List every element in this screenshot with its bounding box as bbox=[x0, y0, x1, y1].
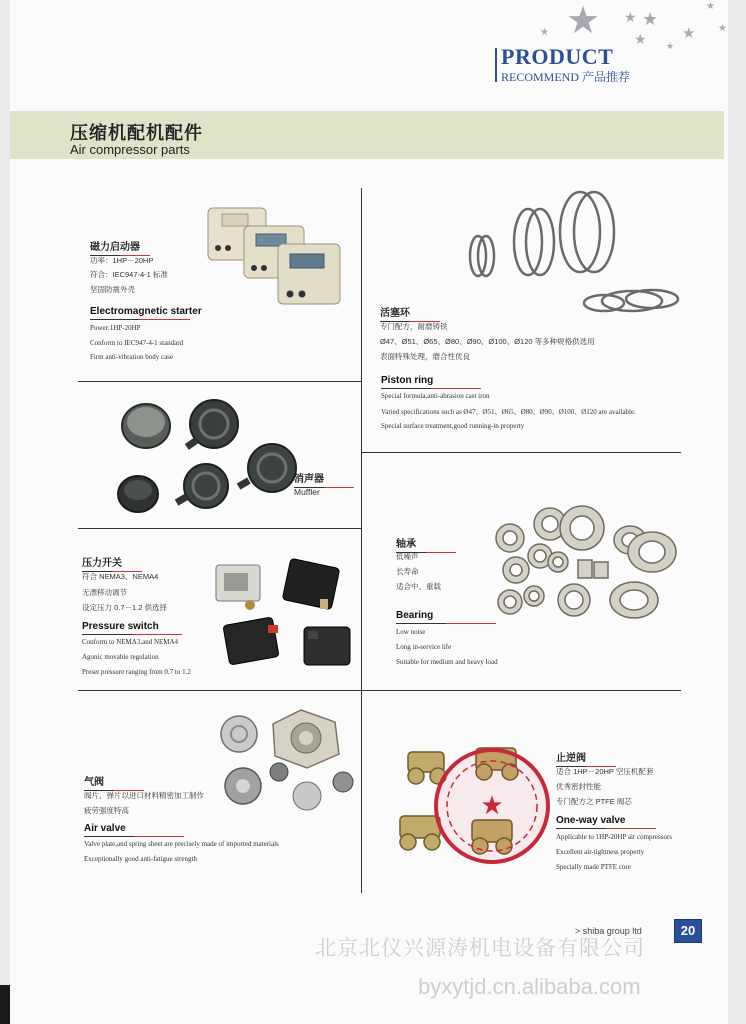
company-watermark: 北京北仪兴源涛机电设备有限公司 bbox=[315, 937, 645, 960]
oneway-valve-cn-line: 专门配方之 PTFE 阀芯 bbox=[556, 797, 632, 806]
pressure-switch-en-line: Conform to NEMA3,and NEMA4 bbox=[82, 638, 179, 646]
pressure-switch-part bbox=[304, 627, 350, 665]
piston-ring-title-en: Piston ring bbox=[381, 375, 481, 389]
banner-title-en: Air compressor parts bbox=[70, 142, 190, 157]
pressure-switch-title-en: Pressure switch bbox=[82, 621, 182, 635]
pressure-switch-en-line: Preset pressure ranging from 0.7 to 1.2 bbox=[82, 668, 191, 676]
bearing-en-line: Low noise bbox=[396, 628, 426, 636]
valve-plate bbox=[293, 782, 321, 810]
starter-title-en: Electromagnetic starter bbox=[90, 306, 202, 320]
muffler-title-cn: 消声器 bbox=[294, 470, 354, 488]
divider bbox=[78, 381, 361, 382]
bearing-title-cn: 轴承 bbox=[396, 535, 456, 553]
star-icon: ★ bbox=[642, 9, 659, 29]
oneway-valve-en-line: Applicable to 1HP-20HP air compressors bbox=[556, 833, 672, 841]
star-icon: ★ bbox=[706, 1, 715, 12]
section-banner bbox=[10, 111, 724, 159]
bearing-en-line: Long in-service life bbox=[396, 643, 452, 651]
valve-washer bbox=[270, 763, 288, 781]
pressure-switch-cn-line: 设定压力 0.7－1.2 供选择 bbox=[82, 603, 168, 612]
bearing-cn-line: 适合中、重载 bbox=[396, 582, 441, 591]
oneway-valve-part bbox=[408, 752, 446, 784]
product-heading: PRODUCT bbox=[501, 44, 614, 69]
starter-boxes-image bbox=[204, 200, 354, 310]
oneway-valve-en-line: Specially made PTFE core bbox=[556, 863, 631, 871]
piston-ring-en-line: Special surface treatment,good running-in property bbox=[381, 422, 525, 430]
page-number: 20 bbox=[674, 919, 702, 943]
star-icon: ★ bbox=[624, 9, 637, 25]
pressure-switches-image bbox=[210, 555, 360, 675]
air-valve-en-line: Exceptionally good anti-fatigue strength bbox=[84, 855, 197, 863]
piston-ring-en-line: Varied specifications such as Ø47、Ø51、Ø65、Ø80、Ø90、Ø100、Ø120 are available. bbox=[381, 408, 636, 416]
oneway-valve-part bbox=[400, 816, 440, 850]
divider bbox=[78, 528, 361, 529]
oneway-valve-en-line: Excellent air-tightness property bbox=[556, 848, 645, 856]
star-icon: ★ bbox=[682, 25, 696, 42]
muffler-part bbox=[237, 444, 296, 492]
starter-cn-line: 符合：IEC947-4-1 标准 bbox=[90, 270, 168, 279]
star-icon: ★ bbox=[566, 0, 601, 42]
oneway-valve-title-cn: 止逆阀 bbox=[556, 749, 616, 767]
muffler-part bbox=[122, 404, 170, 448]
pressure-switch-title-cn: 压力开关 bbox=[82, 554, 142, 572]
pressure-switch-en-line: Agonic movable regulation bbox=[82, 653, 159, 661]
oneway-valve-cn-line: 优秀密封性能 bbox=[556, 782, 601, 791]
starter-en-line: Conform to IEC947-4-1 standard bbox=[90, 339, 184, 347]
svg-text:★: ★ bbox=[480, 791, 504, 821]
banner-title-cn: 压缩机配机配件 bbox=[70, 123, 203, 143]
muffler-part bbox=[185, 400, 238, 450]
pressure-switch-part bbox=[282, 558, 340, 609]
muffler-part bbox=[118, 476, 158, 512]
air-valve-cn-line: 疲劳强度特高 bbox=[84, 806, 129, 815]
bearing-title-en: Bearing bbox=[396, 610, 496, 624]
catalog-page bbox=[10, 0, 728, 1024]
valve-plate bbox=[221, 716, 257, 752]
starter-title-cn: 磁力启动器 bbox=[90, 238, 150, 256]
piston-rings-image bbox=[462, 186, 682, 316]
pressure-switch-part bbox=[223, 617, 279, 665]
air-valve-cn-line: 阀片、弹片以进口材料精密加工制作 bbox=[84, 791, 204, 800]
bearing-cn-line: 长寿命 bbox=[396, 567, 419, 576]
valve-plate bbox=[225, 768, 261, 804]
page-footer-label: > shiba group ltd bbox=[575, 926, 642, 936]
piston-ring-cn-line: 表面特殊处理，磨合性优良 bbox=[380, 352, 470, 361]
piston-ring-cn-line: Ø47、Ø51、Ø65、Ø80、Ø90、Ø100、Ø120 等多种规格供选用 bbox=[380, 337, 595, 346]
oneway-valve-title-en: One-way valve bbox=[556, 815, 656, 829]
air-valve-parts-image bbox=[215, 710, 355, 810]
pressure-switch-part bbox=[216, 565, 260, 610]
muffler-part bbox=[175, 464, 228, 508]
air-valve-title-en: Air valve bbox=[84, 823, 184, 837]
pressure-switch-cn-line: 无漂移动调节 bbox=[82, 588, 127, 597]
oneway-valves-image bbox=[388, 744, 578, 884]
starter-box bbox=[278, 244, 340, 304]
divider bbox=[78, 690, 361, 691]
starter-en-line: Firm anti-vibration body case bbox=[90, 353, 174, 361]
divider bbox=[361, 690, 681, 691]
bearing-en-line: Suitable for medium and heavy load bbox=[396, 658, 498, 666]
recommend-subheading: RECOMMEND 产品推荐 bbox=[501, 70, 631, 84]
starter-cn-line: 功率：1HP－20HP bbox=[90, 256, 154, 265]
star-icon: ★ bbox=[540, 27, 549, 38]
divider bbox=[361, 452, 681, 453]
star-icon: ★ bbox=[634, 31, 647, 47]
bearing-cn-line: 低噪声 bbox=[396, 552, 419, 561]
valve-plate bbox=[273, 710, 339, 768]
star-icon: ★ bbox=[718, 23, 727, 34]
starter-cn-line: 坚固防震外壳 bbox=[90, 285, 135, 294]
oneway-valve-cn-line: 适合 1HP－20HP 空压机配套 bbox=[556, 767, 654, 776]
air-valve-title-cn: 气阀 bbox=[84, 773, 144, 791]
star-icon: ★ bbox=[666, 41, 675, 51]
piston-ring-en-line: Special formula,anti-abrasion cast iron bbox=[381, 392, 490, 400]
muffler-title-en: Muffler bbox=[294, 487, 320, 497]
page-edge-shadow bbox=[0, 985, 10, 1024]
valve-washer bbox=[333, 772, 353, 792]
mufflers-image bbox=[102, 396, 292, 516]
bearings-image bbox=[482, 500, 682, 625]
piston-ring-cn-line: 专门配方，耐磨铸铁 bbox=[380, 322, 448, 331]
starter-en-line: Power:1HP-20HP bbox=[90, 324, 141, 332]
piston-ring-title-cn: 活塞环 bbox=[380, 304, 440, 322]
logo-bar bbox=[495, 48, 497, 82]
pressure-switch-cn-line: 符合 NEMA3、NEMA4 bbox=[82, 572, 159, 581]
url-watermark: byxytjd.cn.alibaba.com bbox=[418, 974, 641, 999]
center-divider bbox=[361, 188, 362, 893]
company-seal-stamp bbox=[436, 750, 548, 862]
air-valve-en-line: Valve plate,and spring sheet are precisely made of imported materials bbox=[84, 840, 279, 848]
